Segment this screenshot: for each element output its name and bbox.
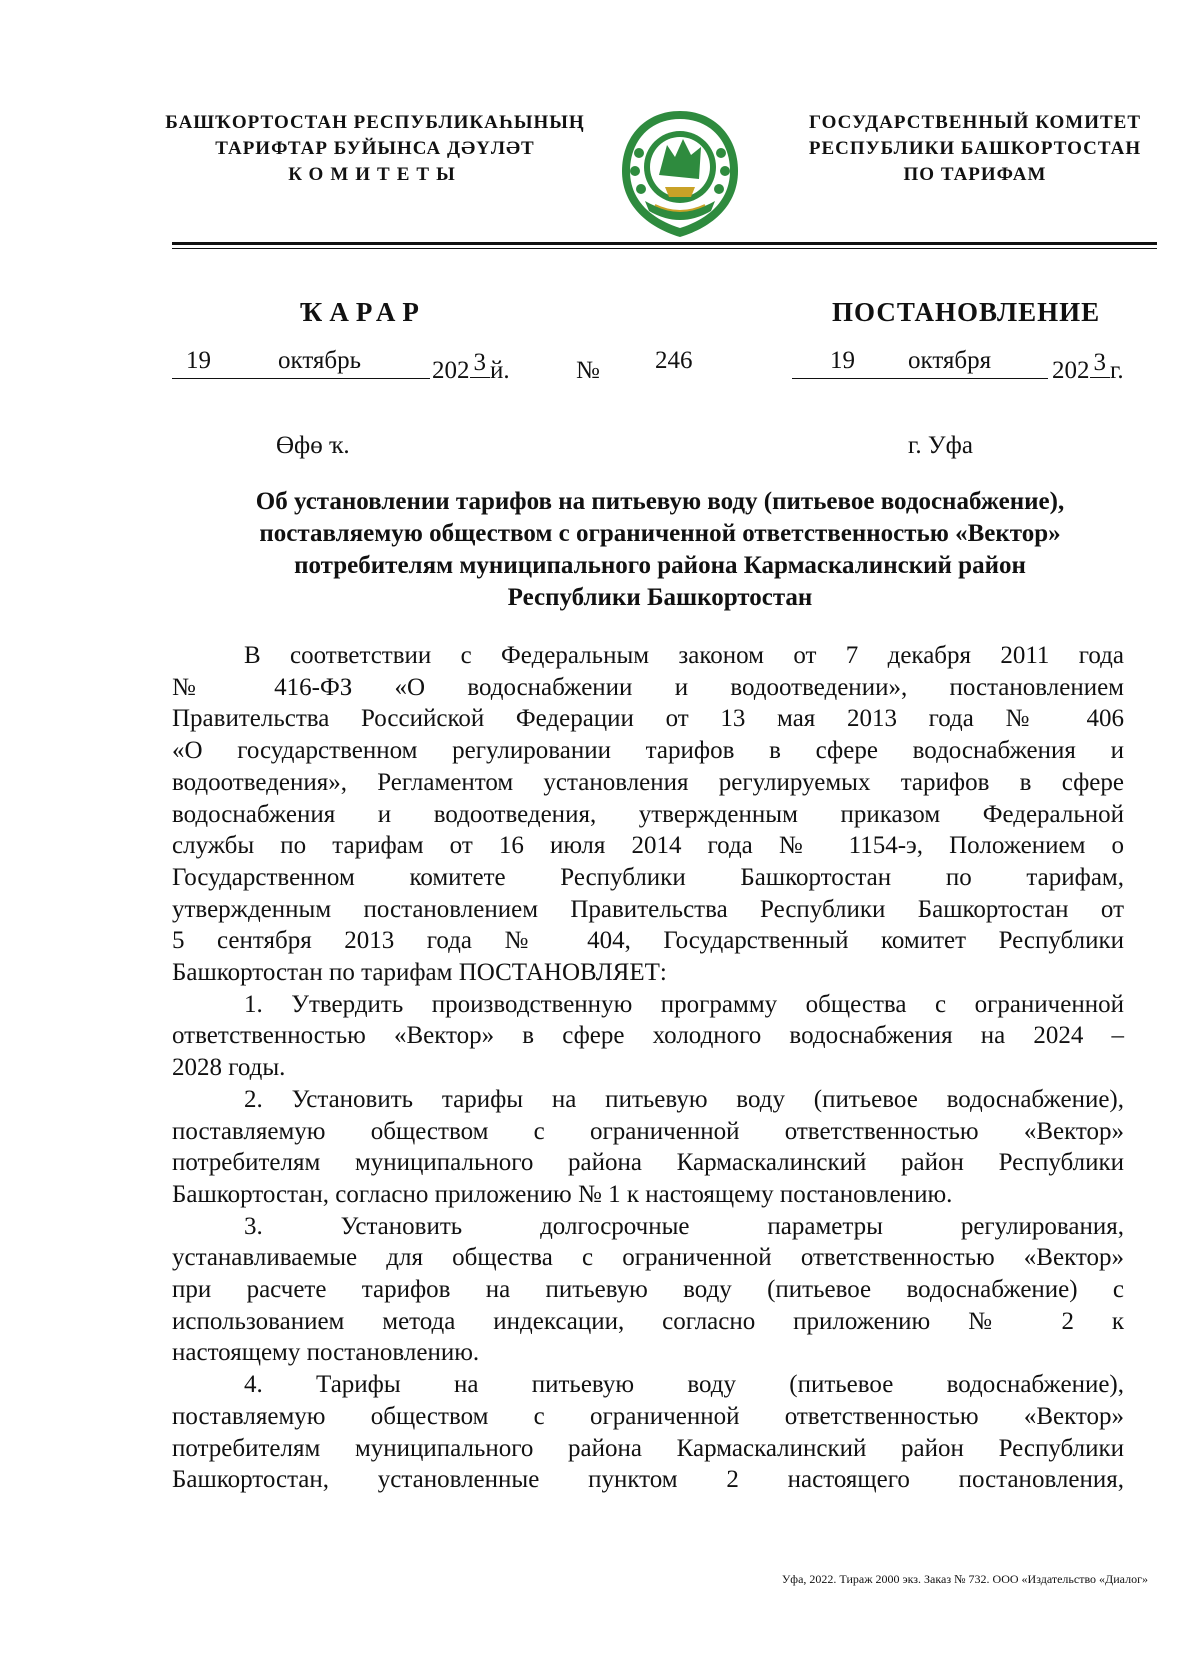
title-postanovlenie: ПОСТАНОВЛЕНИЕ [832,297,1101,327]
body-line: водоснабжения и водоотведения, утвержденным приказом Федеральной [172,800,1124,828]
printing-info: Уфа, 2022. Тираж 2000 экз. Заказ № 732. ООО «Издательство «Диалог» [781,1572,1148,1586]
body-line: Правительства Российской Федерации от 13 мая 2013 года № 406 [172,705,1124,733]
body-line: потребителям муниципального района Кармаскалинский район Республики [172,1149,1124,1177]
body-line: потребителям муниципального района Кармаскалинский район Республики [172,1434,1124,1462]
heading-line-3: потребителям муниципального района Кармаскалинский район [294,552,1026,579]
date-left-suffix: й. [490,357,510,384]
date-left-year-digit: 3 [470,349,491,378]
date-left-year-prefix: 202 [432,357,470,384]
header-left-line-1: БАШҠОРТОСТАН РЕСПУБЛИКАҺЫНЫҢ [165,112,585,133]
body-line: В соответствии с Федеральным законом от 7 декабря 2011 года [244,642,1124,669]
body-line: использованием метода индексации, согласно приложению № 2 к [172,1307,1124,1335]
document-body [172,640,1124,1496]
date-right-year-prefix: 202 [1052,357,1090,384]
body-line: Государственном комитете Республики Башкортостан по тарифам, [172,863,1124,891]
date-left-month: октябрь [278,347,362,374]
body-line: утвержденным постановлением Правительства Республики Башкортостан от [172,895,1124,923]
heading-line-4: Республики Башкортостан [507,584,813,611]
body-line: Башкортостан по тарифам ПОСТАНОВЛЯЕТ: [172,959,667,987]
date-right-year-digit: 3 [1090,349,1111,378]
body-line: при расчете тарифов на питьевую воду (питьевое водоснабжение) с [172,1276,1124,1304]
header-divider-thick [172,242,1157,245]
body-line: 3. Установить долгосрочные параметры регулирования, [244,1212,1124,1240]
date-right-year [1052,349,1124,386]
body-line: настоящему постановлению. [172,1339,480,1367]
body-line: устанавливаемые для общества с ограниченной ответственностью «Вектор» [172,1244,1124,1272]
date-left-year [432,349,510,386]
header-divider-thin [172,248,1157,249]
heading-line-1: Об установлении тарифов на питьевую воду (питьевое водоснабжение), [255,488,1065,515]
body-line: Башкортостан, установленные пунктом 2 настоящего постановления, [172,1466,1124,1494]
body-line: поставляемую обществом с ограниченной ответственностью «Вектор» [172,1402,1124,1430]
body-line: 1. Утвердить производственную программу общества с ограниченной [244,990,1124,1018]
heading-line-2: поставляемую обществом с ограниченной ответственностью «Вектор» [259,520,1061,547]
header-left-org [160,110,590,188]
header-right-line-1: ГОСУДАРСТВЕННЫЙ КОМИТЕТ [808,112,1142,133]
city-left: Өфө ҡ. [276,432,350,459]
body-line: № 416-ФЗ «О водоснабжении и водоотведении», постановлением [172,673,1124,701]
header-right-line-3: ПО ТАРИФАМ [903,164,1047,185]
header-right-org [785,110,1165,188]
body-line: 4. Тарифы на питьевую воду (питьевое водоснабжение), [244,1371,1124,1399]
title-karar: ҠАРАР [300,297,426,327]
body-line: водоотведения», Регламентом установления регулируемых тарифов в сфере [172,768,1124,796]
date-right-day: 19 [830,347,855,374]
body-line: Башкортостан, согласно приложению № 1 к настоящему постановлению. [172,1180,953,1208]
header-right-line-2: РЕСПУБЛИКИ БАШКОРТОСТАН [808,138,1142,159]
city-right: г. Уфа [908,432,973,459]
number-label: № [576,357,600,384]
body-line: 5 сентября 2013 года № 404, Государственный комитет Республики [172,927,1124,955]
body-line: 2028 годы. [172,1054,286,1082]
body-line: ответственностью «Вектор» в сфере холодного водоснабжения на 2024 – [172,1022,1124,1050]
body-line: «О государственном регулировании тарифов в сфере водоснабжения и [172,737,1124,765]
body-line: поставляемую обществом с ограниченной ответственностью «Вектор» [172,1117,1124,1145]
number-value: 246 [655,347,693,374]
date-left-day: 19 [186,347,211,374]
date-right-month: октября [908,347,992,374]
header-left-line-3: КОМИТЕТЫ [288,164,462,185]
body-line: службы по тарифам от 16 июля 2014 года № 1154-э, Положением о [172,832,1124,860]
header-left-line-2: ТАРИФТАР БУЙЫНСА ДӘҮЛӘТ [215,138,535,159]
body-line: 2. Установить тарифы на питьевую воду (питьевое водоснабжение), [244,1085,1124,1113]
date-right-suffix: г. [1110,357,1124,384]
bashkortostan-coat-of-arms-icon [615,105,745,245]
document-heading [160,486,1160,614]
